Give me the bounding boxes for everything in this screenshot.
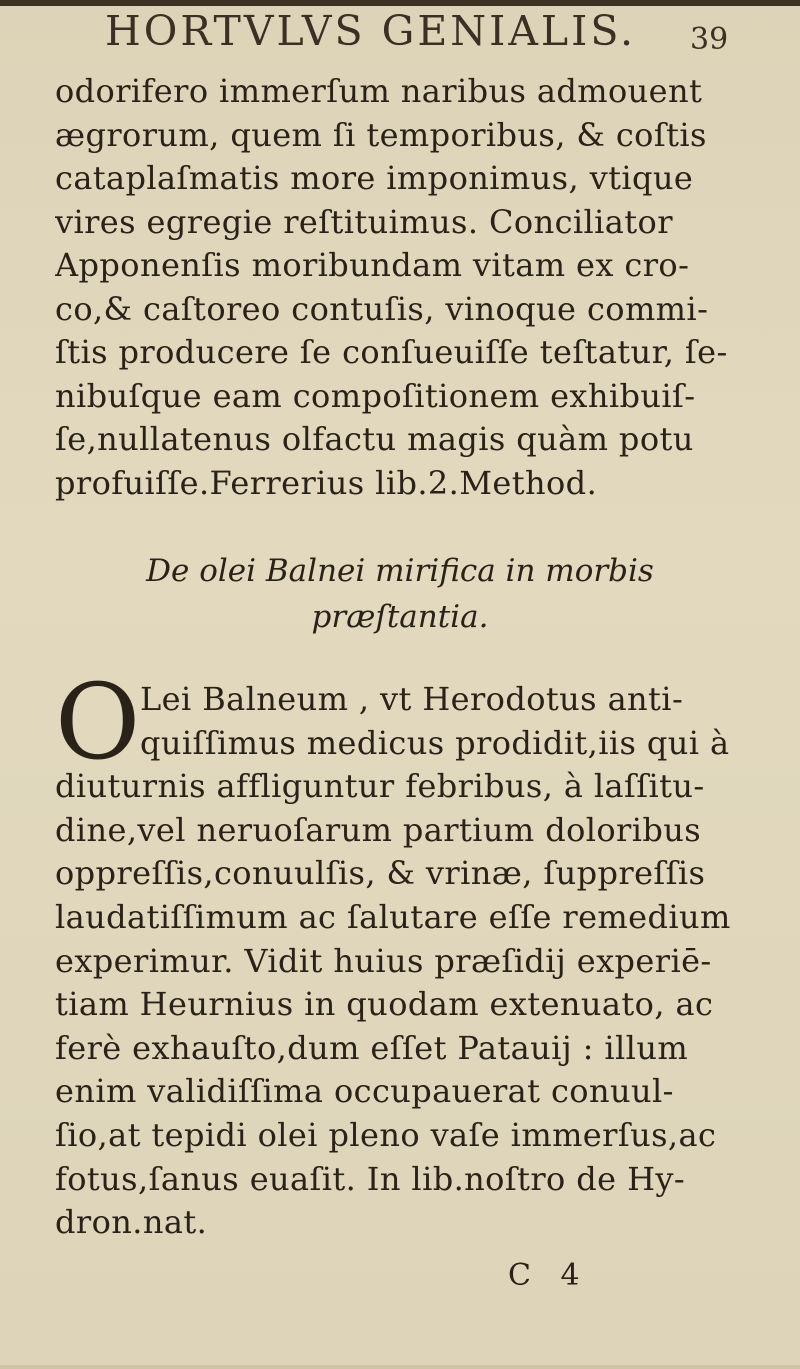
text-line: ſio,at tepidi olei pleno vaſe immerſus,ac	[55, 1115, 717, 1154]
prose-block	[55, 70, 755, 505]
text-line: oppreſſis,conuulſis, & vrinæ, ſuppreſſis	[55, 854, 706, 893]
text-line: co,& caſtoreo contuſis, vinoque commi-	[55, 289, 709, 328]
text-line: cataplaſmatis more imponimus, vtique	[55, 159, 694, 197]
text-line: Lei Balneum , vt Herodotus anti-	[140, 680, 684, 718]
text-line: ægrorum, quem ſi temporibus, & coſtis	[55, 115, 707, 154]
running-head: HORTVLVS GENIALIS.	[105, 7, 637, 55]
signature-mark: C 4	[508, 1258, 590, 1293]
chapter-text	[55, 661, 755, 1245]
heading-line: De olei Balnei mirifica in morbis	[146, 553, 654, 589]
page-top-edge	[0, 0, 800, 6]
text-line: odorifero immerſum naribus admouent	[55, 72, 703, 110]
text-line: dron.nat.	[55, 1203, 208, 1242]
text-line: nibuſque eam compoſitionem exhibuiſ-	[55, 376, 696, 415]
section-heading	[90, 548, 710, 640]
page-number: 39	[690, 22, 729, 57]
text-line: laudatiſſimum ac ſalutare eſſe remedium	[55, 897, 731, 936]
text-line: quiſſimus medicus prodidit,iis qui à	[140, 723, 730, 762]
text-line: diuturnis affliguntur febribus, à laſſitu-	[55, 767, 705, 806]
text-line: tiam Heurnius in quodam extenuato, ac	[55, 985, 714, 1024]
text-line: enim validiſſima occupauerat conuul-	[55, 1072, 674, 1111]
text-line: ſtis producere ſe conſueuiſſe teſtatur, ſe-	[55, 333, 728, 371]
heading-line: præſtantia.	[311, 599, 489, 635]
text-line: profuiſſe.Ferrerius lib.2.Method.	[55, 463, 598, 502]
text-line: ferè exhauſto,dum eſſet Patauij : illum	[55, 1028, 689, 1067]
text-line: fotus,ſanus euaſit. In lib.noſtro de Hy-	[55, 1159, 686, 1198]
chapter-body	[55, 661, 755, 1242]
text-line: dine,vel neruoſarum partium doloribus	[55, 810, 702, 849]
text-line: ſe,nullatenus olfactu magis quàm potu	[55, 420, 694, 458]
text-line: Apponenſis moribundam vitam ex cro-	[55, 246, 690, 284]
text-line: vires egregie reſtituimus. Conciliator	[55, 202, 673, 241]
text-line: experimur. Vidit huius præſidij experiē-	[55, 941, 712, 980]
drop-cap: O	[55, 661, 141, 783]
page-bottom-edge	[0, 1365, 800, 1369]
